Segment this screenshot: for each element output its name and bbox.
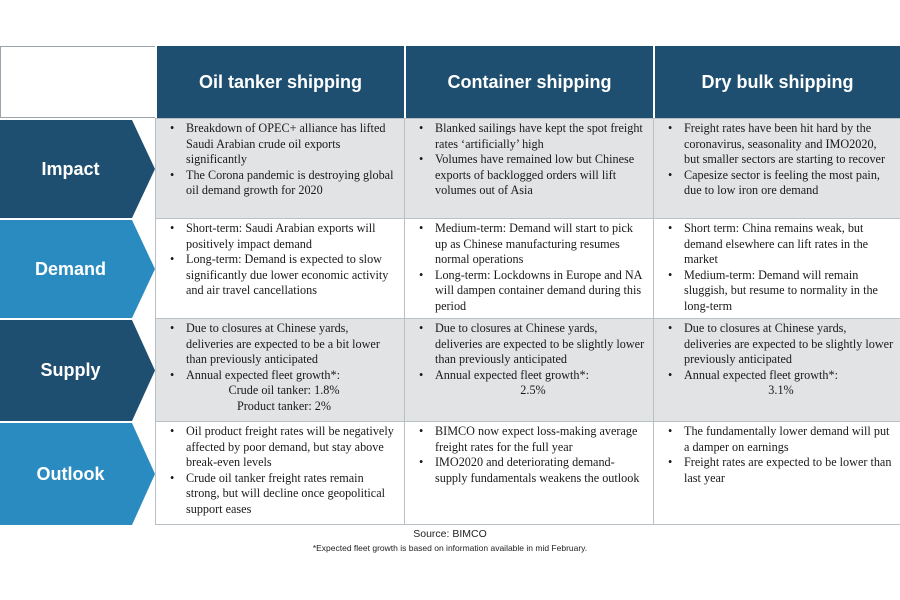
cell-impact-bulk (653, 118, 900, 218)
list-item: • Medium-term: Demand will remain sluggish, but resume to normality in the long-term (668, 268, 894, 315)
table-bottom-border (155, 524, 900, 525)
list-item: • Due to closures at Chinese yards, deliveries are expected to be slightly lower than previously anticipated (419, 321, 647, 368)
list-item: • Volumes have remained low but Chinese exports of backlogged orders will lift volumes out of Asia (419, 152, 647, 199)
list-item: • Long-term: Lockdowns in Europe and NA will dampen container demand during this period (419, 268, 647, 315)
cell-supply-container (404, 318, 653, 421)
list-item: • Annual expected fleet growth*: (668, 368, 894, 384)
cell-supply-oil (155, 318, 404, 421)
list-item: • Annual expected fleet growth*: (419, 368, 647, 384)
cell-outlook-bulk (653, 421, 900, 525)
list-item: • Annual expected fleet growth*: (170, 368, 398, 384)
column-header-container: Container shipping (404, 46, 653, 118)
column-header-dry-bulk: Dry bulk shipping (653, 46, 900, 118)
list-item: • Oil product freight rates will be negatively affected by poor demand, but stay above break-even levels (170, 424, 398, 471)
cell-demand-oil (155, 218, 404, 318)
shipping-outlook-table (0, 46, 900, 525)
row-label: Impact (41, 158, 100, 179)
list-item: • Short term: China remains weak, but demand elsewhere can lift rates in the market (668, 221, 894, 268)
list-item: • Freight rates have been hit hard by the coronavirus, seasonality and IMO2020, but smaller sectors are starting to recover (668, 121, 894, 168)
fleet-growth-container: 2.5% (520, 383, 546, 398)
fleet-growth-bulk: 3.1% (768, 383, 794, 398)
list-item: • Freight rates are expected to be lower than last year (668, 455, 894, 486)
list-item: • Short-term: Saudi Arabian exports will positively impact demand (170, 221, 398, 252)
cell-demand-container (404, 218, 653, 318)
cell-outlook-oil (155, 421, 404, 525)
list-item: • BIMCO now expect loss-making average freight rates for the full year (419, 424, 647, 455)
cell-demand-bulk (653, 218, 900, 318)
row-label: Outlook (36, 463, 105, 484)
table-corner (0, 46, 155, 118)
footnote: *Expected fleet growth is based on information available in mid February. (312, 543, 588, 553)
list-item: • Crude oil tanker freight rates remain strong, but will decline once geopolitical support eases (170, 471, 398, 518)
fleet-growth-crude: Crude oil tanker: 1.8% (228, 383, 340, 398)
list-item: • Long-term: Demand is expected to slow significantly due lower economic activity and air travel cancellations (170, 252, 398, 299)
list-item: • Due to closures at Chinese yards, deliveries are expected to be slightly lower previously anticipated (668, 321, 894, 368)
list-item: • Capesize sector is feeling the most pain, due to low iron ore demand (668, 168, 894, 199)
list-item: • Breakdown of OPEC+ alliance has lifted Saudi Arabian crude oil exports significantly (170, 121, 398, 168)
cell-outlook-container (404, 421, 653, 525)
row-label: Demand (34, 258, 106, 279)
list-item: • IMO2020 and deteriorating demand-supply fundamentals weakens the outlook (419, 455, 647, 486)
source-note: Source: BIMCO (413, 528, 487, 540)
row-header-supply (0, 318, 155, 421)
column-header-oil-tanker: Oil tanker shipping (155, 46, 404, 118)
list-item: • Blanked sailings have kept the spot freight rates ‘artificially’ high (419, 121, 647, 152)
row-header-impact (0, 118, 155, 218)
row-label: Supply (40, 360, 101, 380)
fleet-growth-product: Product tanker: 2% (236, 398, 332, 413)
cell-impact-oil (155, 118, 404, 218)
cell-impact-container (404, 118, 653, 218)
list-item: • Medium-term: Demand will start to pick up as Chinese manufacturing resumes normal operations (419, 221, 647, 268)
cell-supply-bulk (653, 318, 900, 421)
row-header-outlook (0, 421, 155, 525)
list-item: • The Corona pandemic is destroying global oil demand growth for 2020 (170, 168, 398, 199)
list-item: • Due to closures at Chinese yards, deliveries are expected to be a bit lower than previously anticipated (170, 321, 398, 368)
row-header-demand (0, 218, 155, 318)
list-item: • The fundamentally lower demand will put a damper on earnings (668, 424, 894, 455)
